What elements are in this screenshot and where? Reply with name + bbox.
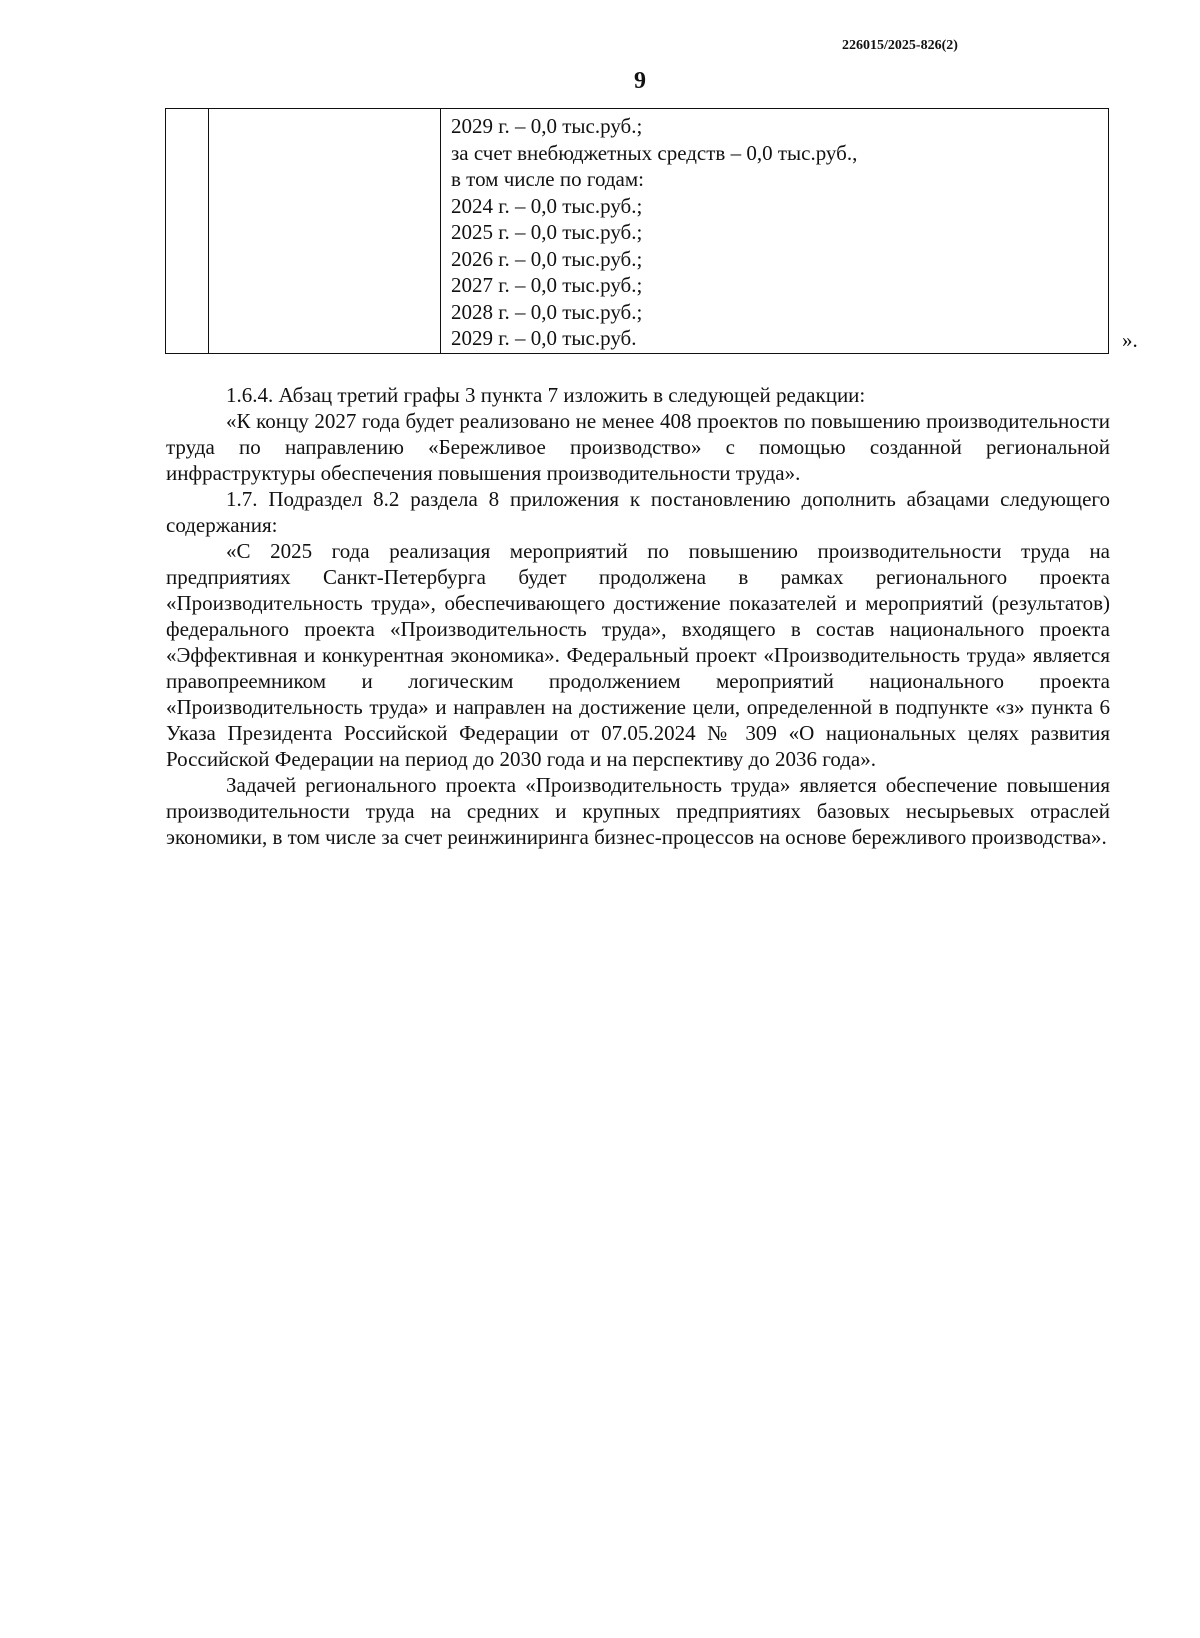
funding-line: в том числе по годам: [451,167,644,191]
table-cell-funding [441,109,1108,353]
funding-line: 2027 г. – 0,0 тыс.руб.; [451,273,643,297]
funding-line: 2029 г. – 0,0 тыс.руб.; [451,114,643,138]
table-cell-number [166,109,209,353]
funding-line: 2028 г. – 0,0 тыс.руб.; [451,299,643,324]
paragraph-regional-project-task: Задачей регионального проекта «Производительность труда» является обеспечение повышения производительности труда на средних и крупных предприятиях базовых несырьевых отраслей экономики, в том числе за счет реинжиниринга бизнес-процессов на основе бережливого производства». [166,773,1110,849]
paragraph-quoted-regional-project: «С 2025 года реализация мероприятий по повышению производительности труда на предприятиях Санкт-Петербурга будет продолжена в рамках регионального проекта «Производительность труда», обеспечивающего достижение показателей и мероприятий (результатов) федерального проекта «Производительность труда», входящего в состав национального проекта «Эффективная и конкурентная экономика». Федеральный проект «Производительность труда» является правопреемником и логическим продолжением мероприятий национального проекта «Производительность труда» и направлен на достижение цели, определенной в подпункте «з» пункта 6 Указа Президента Российской Федерации от 07.05.2024 № 309 «О национальных целях развития Российской Федерации на период до 2030 года и на перспективу до 2036 года». [166,539,1110,771]
funding-line: 2026 г. – 0,0 тыс.руб.; [451,246,643,271]
funding-table [165,108,1109,354]
document-registration-number: 226015/2025-826(2) [842,38,958,53]
funding-line: за счет внебюджетных средств – 0,0 тыс.руб., [451,140,858,165]
paragraph-quoted-target: «К концу 2027 года будет реализовано не менее 408 проектов по повышению производительности труда по направлению «Бережливое производство» с помощью созданной региональной инфраструктуры обеспечения повышения производительности труда». [166,409,1110,485]
document-body [166,382,1110,850]
paragraph-1-6-4: 1.6.4. Абзац третий графы 3 пункта 7 изложить в следующей редакции: [226,383,866,407]
page-number: 9 [634,68,646,94]
funding-line: 2029 г. – 0,0 тыс.руб. [451,326,637,350]
paragraph-1-7: 1.7. Подраздел 8.2 раздела 8 приложения к постановлению дополнить абзацами следующего содержания: [166,487,1110,537]
table-closing-quote: ». [1122,328,1138,352]
table-cell-label [209,109,441,353]
funding-line: 2024 г. – 0,0 тыс.руб.; [451,193,643,218]
funding-line: 2025 г. – 0,0 тыс.руб.; [451,220,643,244]
